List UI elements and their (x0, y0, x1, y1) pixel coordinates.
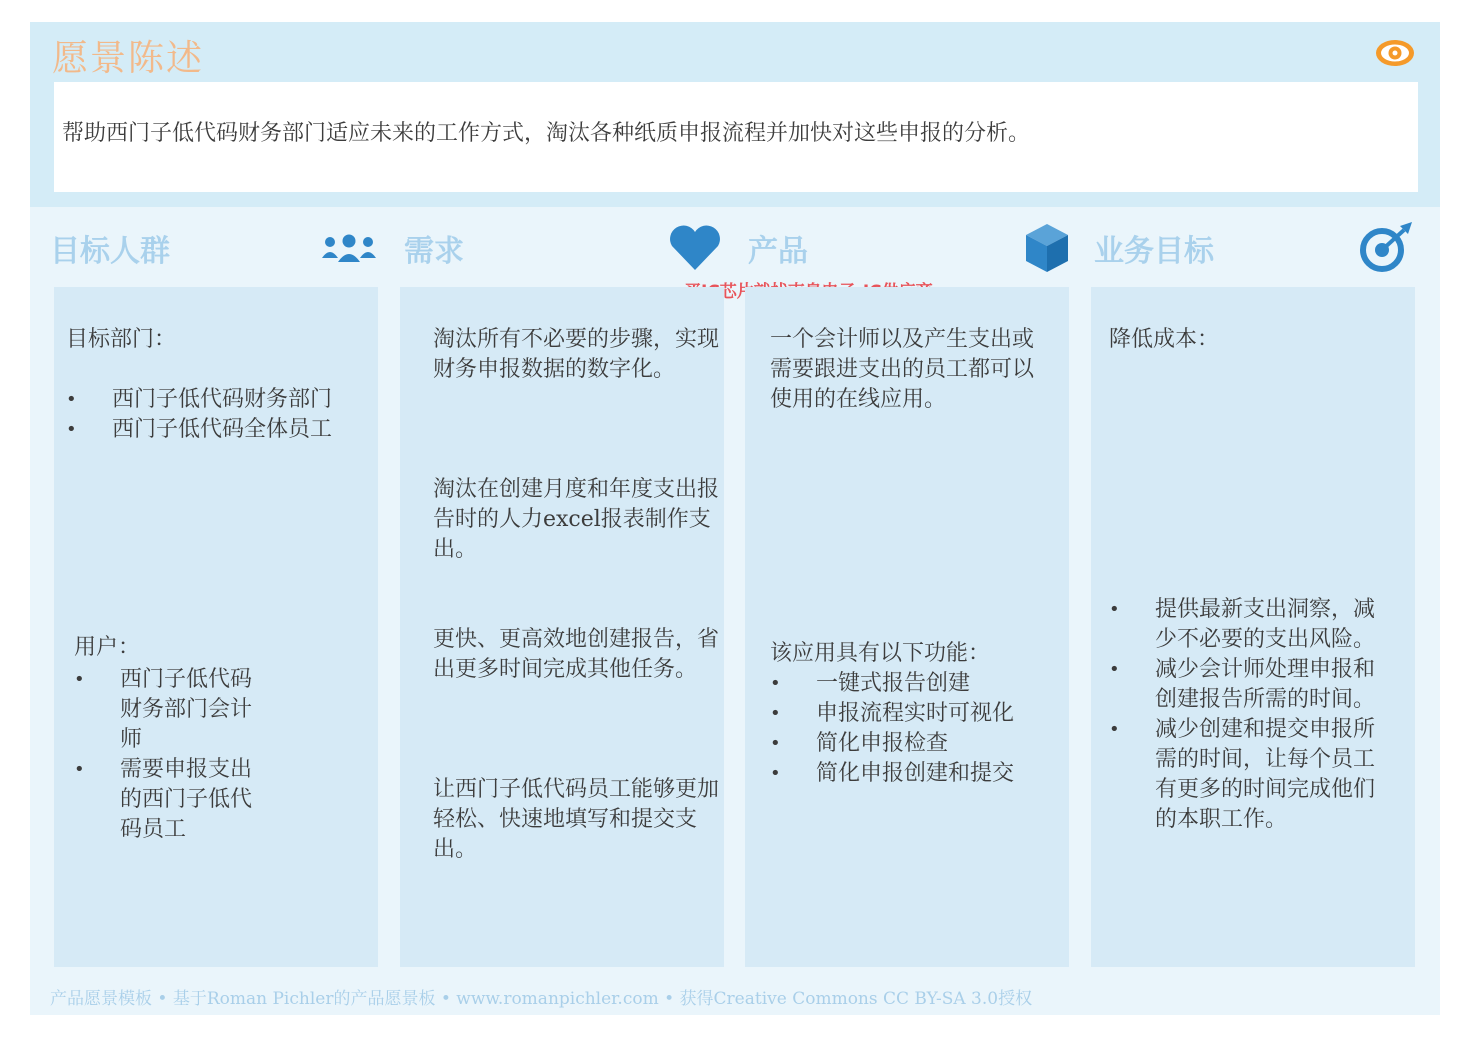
heart-icon (668, 224, 722, 272)
need-paragraph: 让西门子低代码员工能够更加轻松、快速地填写和提交支出。 (433, 777, 720, 862)
vision-statement: 帮助西门子低代码财务部门适应未来的工作方式，淘汰各种纸质申报流程并加快对这些申报的分析。 (62, 121, 1031, 146)
target-group-title: 目标人群 (50, 234, 170, 269)
list-item: • 申报流程实时可视化 (770, 699, 1040, 729)
features-heading: 该应用具有以下功能： (770, 641, 991, 666)
business-goals-title: 业务目标 (1094, 234, 1214, 269)
users-heading: 用户： (74, 635, 141, 660)
list-item: • 简化申报创建和提交 (770, 759, 1040, 789)
target-dept-list (66, 385, 346, 445)
list-item: • 需要申报支出的西门子低代码员工 (74, 755, 270, 845)
vision-title: 愿景陈述 (52, 38, 205, 79)
business-goals-box (1091, 287, 1415, 967)
list-item: • 西门子低代码全体员工 (66, 415, 346, 445)
list-item: • 西门子低代码财务部门 (66, 385, 346, 415)
cube-icon (1024, 222, 1070, 274)
list-item: • 西门子低代码财务部门会计师 (74, 665, 270, 755)
eye-icon (1374, 36, 1416, 70)
vision-statement-box (54, 82, 1418, 192)
target-group-box (54, 287, 378, 967)
product-title: 产品 (748, 234, 808, 269)
goals-list (1109, 595, 1381, 835)
needs-title: 需求 (404, 234, 464, 269)
list-item: • 减少会计师处理申报和创建报告所需的时间。 (1109, 655, 1381, 715)
footer-credit: 产品愿景模板 • 基于Roman Pichler的产品愿景板 • www.romanpichler.com • 获得Creative Commons CC BY-SA 3.0授权 (50, 989, 1033, 1009)
list-item: • 一键式报告创建 (770, 669, 1040, 699)
product-intro: 一个会计师以及产生支出或需要跟进支出的员工都可以使用的在线应用。 (770, 327, 1035, 412)
features-list (770, 669, 1040, 789)
list-item: • 减少创建和提交申报所需的时间，让每个员工有更多的时间完成他们的本职工作。 (1109, 715, 1381, 835)
target-icon (1360, 222, 1416, 272)
need-paragraph: 淘汰所有不必要的步骤，实现财务申报数据的数字化。 (433, 327, 720, 382)
goals-heading: 降低成本： (1109, 327, 1220, 352)
users-list (74, 665, 270, 845)
people-icon (320, 232, 378, 264)
product-box (745, 287, 1069, 967)
list-item: • 简化申报检查 (770, 729, 1040, 759)
need-paragraph: 淘汰在创建月度和年度支出报告时的人力excel报表制作支出。 (433, 477, 720, 562)
list-item: • 提供最新支出洞察，减少不必要的支出风险。 (1109, 595, 1381, 655)
need-paragraph: 更快、更高效地创建报告，省出更多时间完成其他任务。 (433, 627, 720, 682)
needs-box (400, 287, 724, 967)
target-dept-heading: 目标部门： (66, 327, 177, 352)
